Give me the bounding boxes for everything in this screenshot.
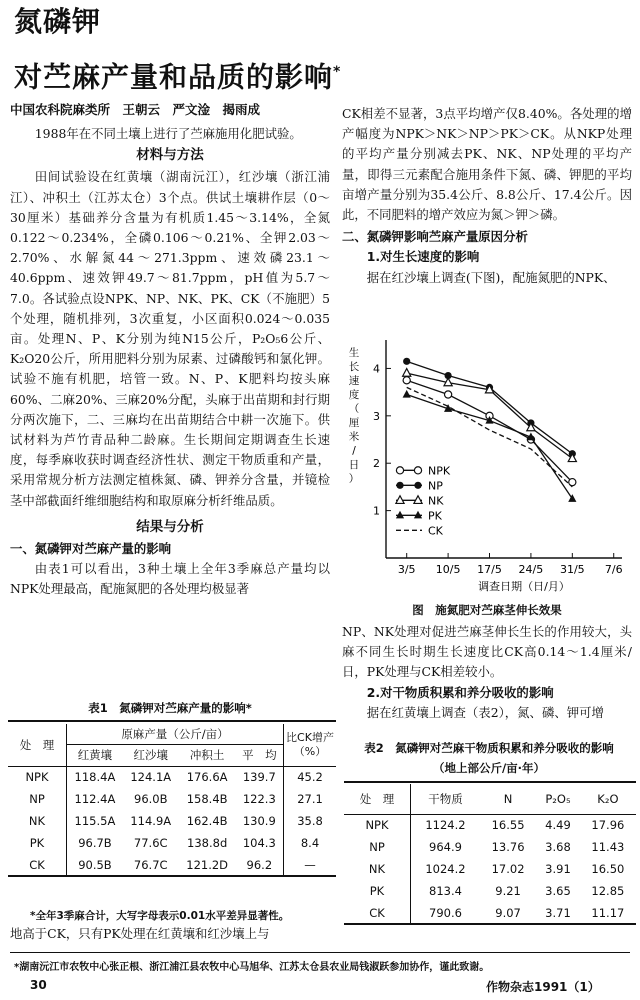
table-cell: NPK xyxy=(365,818,389,833)
after-figure-paragraph: NP、NK处理对促进苎麻茎伸长生长的作用较大，头麻不同生长时期生长速度比CK高0.14～1.4厘米/日，PK处理与CK相差较小。 xyxy=(342,624,632,680)
table-cell: 77.6C xyxy=(133,836,168,850)
table-cell: 964.9 xyxy=(411,836,480,858)
acknowledgement-footnote: *湖南沅江市农牧中心张正根、浙江浦江县农牧中心马旭华、江苏太仓县农业局钱淑跃参加协作，谨此致谢。 xyxy=(14,962,490,973)
legend-label: NK xyxy=(428,494,444,508)
y-tick-label: 4 xyxy=(373,362,380,376)
y-tick-label: 3 xyxy=(373,409,380,423)
table-row xyxy=(344,902,636,924)
table-row xyxy=(344,836,636,858)
table-cell: CK xyxy=(8,854,67,876)
x-axis-label: 调查日期（日/月） xyxy=(478,580,570,593)
table-cell: 790.6 xyxy=(411,902,480,924)
table-cell: NP xyxy=(369,840,385,854)
table-1-top-rule xyxy=(8,720,336,722)
table-cell: 3.71 xyxy=(536,902,580,924)
table-row xyxy=(344,814,636,836)
table-cell: NK xyxy=(368,862,386,876)
y-axis-label-char: / xyxy=(352,445,356,457)
table-cell: 130.9 xyxy=(242,814,276,828)
table-cell: 16.55 xyxy=(491,818,525,833)
table-cell: 115.5A xyxy=(67,810,123,832)
data-point-npk xyxy=(403,377,410,384)
legend-marker xyxy=(414,482,421,489)
subsection-2-heading: 2.对干物质积累和养分吸收的影响 xyxy=(366,684,554,700)
title-line-2 xyxy=(14,54,341,95)
table-cell: 90.5B xyxy=(67,854,123,876)
table-2-caption: 表2 氮磷钾对苎麻干物质积累和养分吸收的影响 xyxy=(364,741,614,755)
table-cell: 813.4 xyxy=(411,880,480,902)
table-cell: 158.4B xyxy=(186,792,228,806)
table-row xyxy=(8,766,336,788)
x-tick-label: 17/5 xyxy=(477,563,502,576)
table-cell: 1024.2 xyxy=(411,858,480,880)
legend-marker xyxy=(396,511,404,519)
table-1-header-yield: 原麻产量（公斤/亩） xyxy=(67,724,284,744)
table-2-header: N xyxy=(480,784,536,814)
legend-label: CK xyxy=(428,524,443,538)
table-2-unit: （地上部公斤/亩·年） xyxy=(432,761,546,775)
table-cell: 176.6A xyxy=(186,770,228,785)
table-1-subheader: 红沙壤 xyxy=(123,744,179,766)
table-cell: CK xyxy=(344,902,411,924)
legend-marker xyxy=(414,467,421,474)
table-cell: 124.1A xyxy=(130,770,172,785)
table-cell: 8.4 xyxy=(284,832,337,854)
section-2-heading: 二、氮磷钾影响苎麻产量原因分析 xyxy=(342,229,528,245)
table-cell: 96.7B xyxy=(67,832,123,854)
table-1-subheader: 平 均 xyxy=(236,744,284,766)
right-top-paragraph: CK相差不显著，3点平均增产仅8.40%。各处理的增产幅度为NPK＞NK＞NP＞PK＞CK。从NKP处理的平均产量分别减去PK、NK、NP处理的平均产量，即得三元素配合施用条件下氮、磷、钾肥的平均亩增产量分别为35.4公斤、8.8公斤、17.4公斤。因此，不同肥料的增产效应为氮＞钾＞磷。 xyxy=(342,106,632,223)
y-axis-label-char: 米 xyxy=(348,431,360,443)
table-cell: 17.02 xyxy=(491,862,525,876)
legend-label: NP xyxy=(428,479,443,493)
table-cell: 9.21 xyxy=(495,884,521,898)
table-cell: 121.2D xyxy=(179,854,236,876)
table-row xyxy=(8,810,336,832)
y-axis-label-char: 日 xyxy=(348,459,360,471)
table-cell: 3.91 xyxy=(545,862,571,876)
right-column-middle xyxy=(342,622,632,723)
page-number: 30 xyxy=(30,978,47,992)
methods-paragraph: 田间试验设在红黄壤（湖南沅江），红沙壤（浙江浦江）、冲积土（江苏太仓）3个点。供试土壤耕作层（0～30厘米）基础养分含量为有机质1.45～3.14%，全氮0.122～0.234%，全磷0.106～0.21%、全钾2.03～2.70%、水解氮44～271.3ppm、速效磷23.1～40.6ppm、速效钾49.7～81.7ppm，pH值为5.7～7.0。各试验点设NPK、NP、NK、PK、CK（不施肥）5个处理，随机排列，3次重复，小区面积0.024～0.035亩。处理N、P、K分别为纯N15公斤，P₂O₅6公斤、K₂O20公斤，所用肥料分别为尿素、过磷酸钙和氯化钾。试验不施有机肥，培管一致。N、P、K肥料均按头麻60%、二麻20%、三麻20%分配，头麻于出苗期和封行期分两次施下，二、三麻均在出苗期结合中耕一次施下。供试材料为芦竹青品种二龄麻。生长期间定期调查生长速度，每季麻收获时调查经济性状、测定干物质重和产量，采用常规分析方法测定植株氮、磷、钾养分含量，并镜检茎中部截面纤维细胞结构和取原麻分析纤维品质。 xyxy=(10,169,330,508)
table-1-caption: 表1 氮磷钾对苎麻产量的影响* xyxy=(88,701,252,715)
table-cell: NPK xyxy=(25,770,49,785)
table-cell: — xyxy=(284,854,337,876)
left-column-end xyxy=(10,924,330,944)
x-tick-label: 31/5 xyxy=(559,563,585,576)
y-axis-label-char: （ xyxy=(348,403,360,415)
table-cell: 11.43 xyxy=(591,840,625,854)
table-cell: 139.7 xyxy=(242,770,276,785)
data-point-npk xyxy=(569,479,576,486)
table-cell: NP xyxy=(29,792,45,806)
title-line-2-text: 对苎麻产量和品质的影响 xyxy=(14,60,334,94)
legend-marker xyxy=(414,496,422,504)
growth-rate-chart xyxy=(340,318,636,600)
y-axis-label-char: 生 xyxy=(348,347,360,359)
y-tick-label: 2 xyxy=(373,457,380,471)
table-2-header: P₂O₅ xyxy=(536,784,580,814)
table-1 xyxy=(8,724,336,877)
table-cell: 45.2 xyxy=(284,766,337,788)
y-axis-label-char: 长 xyxy=(348,361,360,373)
table-1-header-treatment: 处 理 xyxy=(8,724,67,766)
table-2 xyxy=(344,784,636,925)
table-cell: 17.96 xyxy=(591,818,625,833)
legend-marker xyxy=(396,467,403,474)
legend-label: PK xyxy=(428,509,442,523)
authors: 中国农科院麻类所 王朝云 严文淦 揭雨成 xyxy=(10,102,261,117)
y-axis-label-char: 速 xyxy=(348,375,360,387)
figure-caption: 图 施氮肥对苎麻茎伸长效果 xyxy=(412,603,562,617)
table-cell: 114.9A xyxy=(130,814,172,828)
table-cell: 4.49 xyxy=(545,818,571,833)
data-point-np xyxy=(403,358,410,365)
table-1-note: *全年3季麻合计，大写字母表示0.01水平差异显著性。 xyxy=(30,910,290,922)
table-row xyxy=(8,832,336,854)
x-tick-label: 3/5 xyxy=(397,563,416,576)
table-cell: 118.4A xyxy=(67,766,123,788)
table-cell: 122.3 xyxy=(242,792,276,806)
table-cell: PK xyxy=(369,884,385,898)
table-row xyxy=(8,788,336,810)
table-cell: 35.8 xyxy=(284,810,337,832)
y-axis-label-char: ） xyxy=(348,473,360,485)
table-cell: 3.68 xyxy=(545,840,571,854)
section-1-paragraph: 由表1可以看出，3种土壤上全年3季麻总产量均以NPK处理最高，配施氮肥的各处理均极显著 xyxy=(10,561,330,597)
table-cell: 11.17 xyxy=(580,902,636,924)
subsection-2-paragraph: 据在红黄壤上调查（表2），氮、磷、钾可增 xyxy=(366,704,604,720)
legend-marker xyxy=(396,496,404,504)
table-2-header: 干物质 xyxy=(411,784,480,814)
left-column xyxy=(10,124,330,600)
data-point-nk xyxy=(403,369,411,377)
table-cell: 162.4B xyxy=(186,814,228,828)
table-cell: NK xyxy=(28,814,46,828)
legend-marker xyxy=(396,482,403,489)
table-cell: 138.8d xyxy=(187,836,228,850)
section-1-heading: 一、氮磷钾对苎麻产量的影响 xyxy=(10,541,172,557)
x-tick-label: 7/6 xyxy=(604,563,623,576)
table-2-header: K₂O xyxy=(580,784,636,814)
y-axis-label-char: 厘 xyxy=(348,417,360,429)
after-table-paragraph: 地高于CK，只有PK处理在红黄壤和红沙壤上与 xyxy=(10,926,270,941)
table-row xyxy=(8,854,336,876)
table-1-subheader: 冲积土 xyxy=(179,744,236,766)
table-cell: 104.3 xyxy=(242,836,276,850)
data-point-pk xyxy=(403,390,411,398)
table-cell: 13.76 xyxy=(491,840,525,854)
table-row xyxy=(344,858,636,880)
table-2-header-row xyxy=(344,784,636,814)
journal-name: 作物杂志1991（1） xyxy=(486,980,600,994)
table-cell: PK xyxy=(29,836,45,850)
subsection-1-heading: 1.对生长速度的影响 xyxy=(366,249,480,265)
table-1-subheader: 红黄壤 xyxy=(67,744,123,766)
y-tick-label: 1 xyxy=(373,504,380,518)
table-cell: 16.50 xyxy=(591,862,625,876)
footnote-rule xyxy=(10,952,630,953)
table-cell: 12.85 xyxy=(591,884,625,898)
table-1-header-ratio: 比CK增产（%） xyxy=(284,724,337,766)
x-tick-label: 10/5 xyxy=(435,563,461,576)
table-cell: 9.07 xyxy=(480,902,536,924)
methods-heading: 材料与方法 xyxy=(136,147,204,164)
data-point-npk xyxy=(445,391,452,398)
table-2-header: 处 理 xyxy=(344,784,411,814)
table-cell: 3.65 xyxy=(545,884,571,898)
legend-marker xyxy=(414,511,422,519)
table-2-top-rule xyxy=(344,781,636,783)
title-footnote-mark: * xyxy=(333,64,342,80)
y-axis-label-char: 度 xyxy=(348,389,360,401)
table-cell: 96.0B xyxy=(134,792,168,806)
subsection-1-paragraph: 据在红沙壤上调查(下图)，配施氮肥的NPK、 xyxy=(366,269,616,285)
intro-paragraph: 1988年在不同土壤上进行了苎麻施用化肥试验。 xyxy=(34,126,302,141)
table-cell: 27.1 xyxy=(284,788,337,810)
table-cell: 96.2 xyxy=(236,854,284,876)
table-cell: 76.7C xyxy=(123,854,179,876)
results-heading: 结果与分析 xyxy=(136,518,204,535)
legend-label: NPK xyxy=(428,464,451,478)
table-cell: 1124.2 xyxy=(411,814,480,836)
right-column-top xyxy=(342,104,632,288)
table-row xyxy=(344,880,636,902)
table-cell: 112.4A xyxy=(67,788,123,810)
title-line-1: 氮磷钾 xyxy=(14,5,102,38)
x-tick-label: 24/5 xyxy=(518,563,544,576)
